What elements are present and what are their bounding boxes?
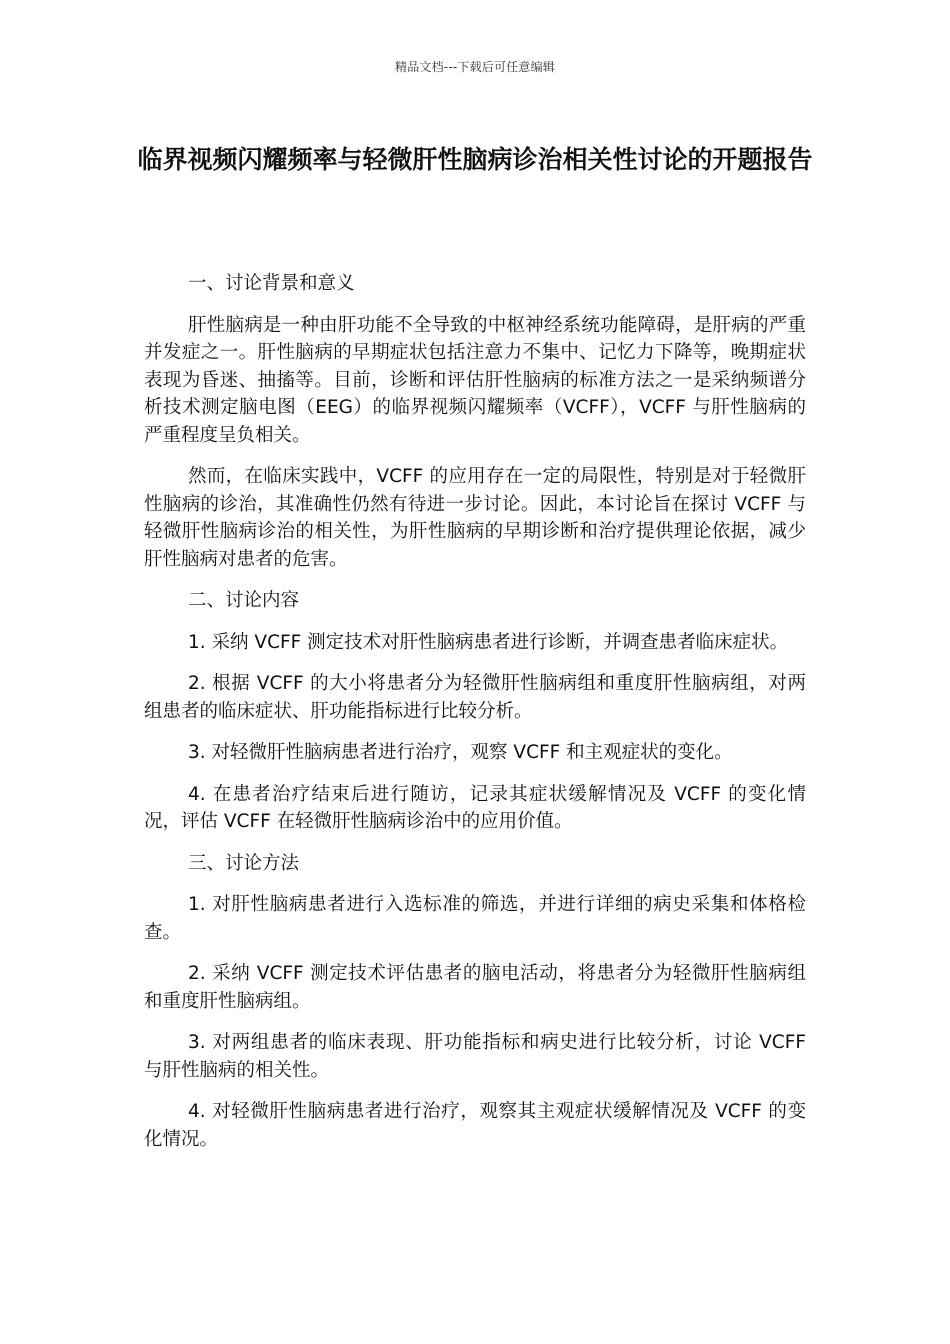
section-background: [144, 270, 806, 573]
list-item: 4. 对轻微肝性脑病患者进行治疗，观察其主观症状缓解情况及 VCFF 的变化情况。: [144, 1101, 806, 1150]
list-item: 3. 对两组患者的临床表现、肝功能指标和病史进行比较分析，讨论 VCFF 与肝性脑病的相关性。: [144, 1032, 806, 1081]
body-paragraph: 然而，在临床实践中，VCFF 的应用存在一定的局限性，特别是对于轻微肝性脑病的诊治，其准确性仍然有待进一步讨论。因此，本讨论旨在探讨 VCFF 与轻微肝性脑病诊治的相关性，为肝性脑病的早期诊断和治疗提供理论依据，减少肝性脑病对患者的危害。: [144, 466, 806, 570]
document-body: [144, 270, 806, 1167]
list-item: 2. 采纳 VCFF 测定技术评估患者的脑电活动，将患者分为轻微肝性脑病组和重度肝性脑病组。: [144, 963, 806, 1012]
section-heading: 二、讨论内容: [188, 590, 300, 611]
list-item: 4. 在患者治疗结束后进行随访，记录其症状缓解情况及 VCFF 的变化情况，评估 VCFF 在轻微肝性脑病诊治中的应用价值。: [144, 783, 806, 832]
list-item: 3. 对轻微肝性脑病患者进行治疗，观察 VCFF 和主观症状的变化。: [188, 742, 733, 763]
list-item: 1. 采纳 VCFF 测定技术对肝性脑病患者进行诊断，并调查患者临床症状。: [188, 631, 789, 653]
list-item: 1. 对肝性脑病患者进行入选标准的筛选，并进行详细的病史采集和体格检查。: [144, 894, 806, 943]
document-title: 临界视频闪耀频率与轻微肝性脑病诊治相关性讨论的开题报告: [137, 145, 813, 174]
header-note: 精品文档---下载后可任意编辑: [395, 60, 555, 74]
section-heading: 一、讨论背景和意义: [188, 273, 355, 294]
body-paragraph: 肝性脑病是一种由肝功能不全导致的中枢神经系统功能障碍，是肝病的严重并发症之一。肝性脑病的早期症状包括注意力不集中、记忆力下降等，晚期症状表现为昏迷、抽搐等。目前，诊断和评估肝性脑病的标准方法之一是采纳频谱分析技术测定脑电图（EEG）的临界视频闪耀频率（VCFF），VCFF 与肝性脑病的严重程度呈负相关。: [144, 314, 806, 446]
section-heading: 三、讨论方法: [188, 852, 300, 874]
list-item: 2. 根据 VCFF 的大小将患者分为轻微肝性脑病组和重度肝性脑病组，对两组患者的临床症状、肝功能指标进行比较分析。: [144, 673, 806, 722]
section-content: [144, 587, 806, 836]
section-methods: [144, 850, 806, 1154]
